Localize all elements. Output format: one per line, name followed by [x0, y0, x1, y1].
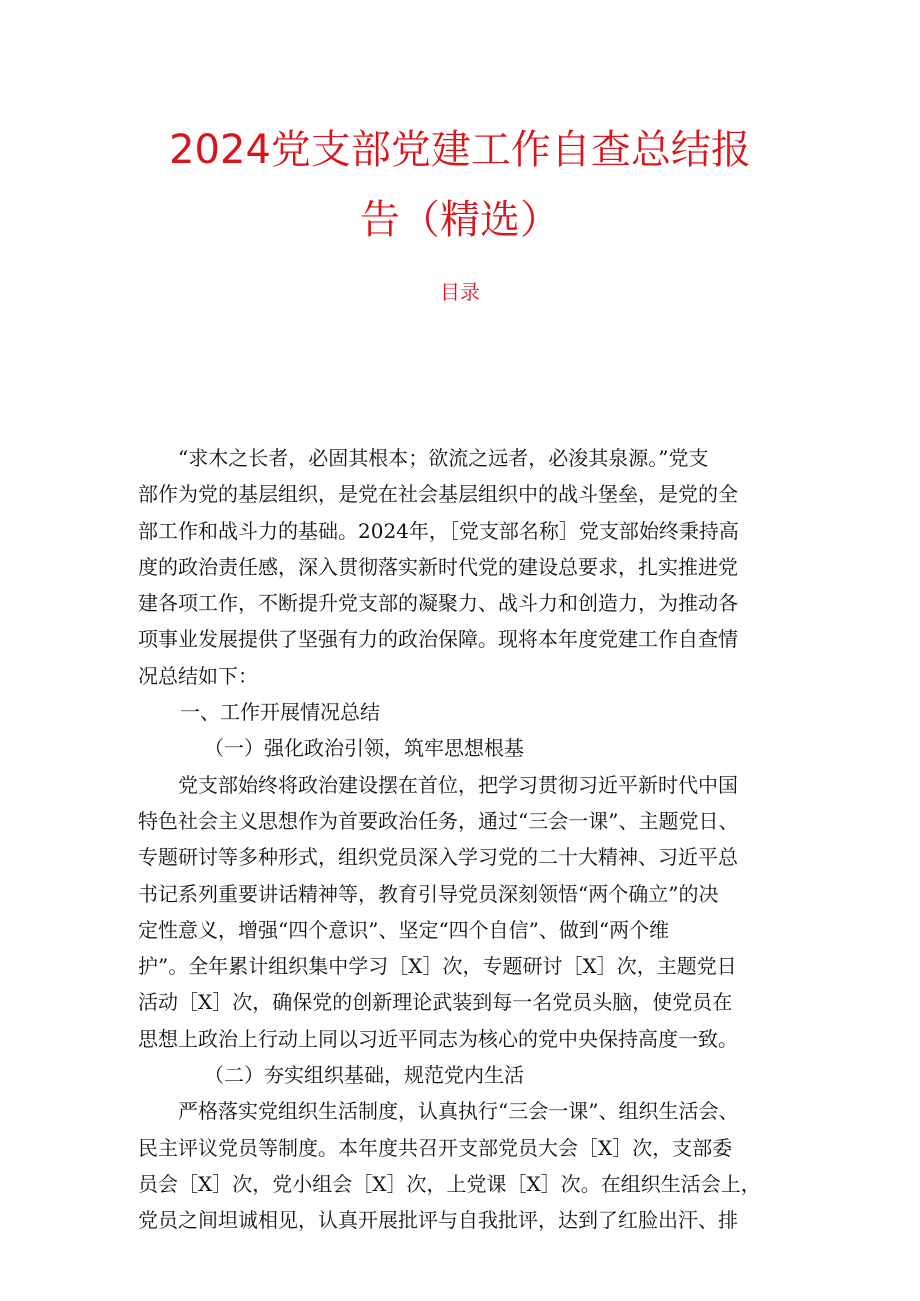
document-title-line-2: 告（精选）: [360, 197, 560, 243]
document-body: [138, 440, 788, 1239]
paragraph-line: 定性意义，增强“四个意识”、坚定“四个自信”、做到“两个维: [138, 917, 670, 942]
paragraph-line: 度的政治责任感，深入贯彻落实新时代党的建设总要求，扎实推进党: [138, 554, 738, 579]
subsection-heading: （一）强化政治引领，筑牢思想根基: [204, 736, 524, 761]
paragraph-line: 活动［X］次，确保党的创新理论武装到每一名党员头脑，使党员在: [138, 990, 733, 1015]
paragraph-line: 特色社会主义思想作为首要政治任务，通过“三会一课”、主题党日、: [138, 808, 739, 833]
paragraph-line: 党支部始终将政治建设摆在首位，把学习贯彻习近平新时代中国: [178, 772, 738, 797]
paragraph-line: 部作为党的基层组织，是党在社会基层组织中的战斗堡垒，是党的全: [138, 482, 738, 507]
paragraph-line: 项事业发展提供了坚强有力的政治保障。现将本年度党建工作自查情: [138, 627, 738, 652]
subsection-heading: （二）夯实组织基础，规范党内生活: [204, 1063, 524, 1088]
paragraph-line: 建各项工作，不断提升党支部的凝聚力、战斗力和创造力，为推动各: [138, 591, 738, 616]
document-title-line-1: 2024党支部党建工作自查总结报: [169, 127, 751, 173]
section-heading: 一、工作开展情况总结: [180, 700, 380, 725]
table-of-contents-label: 目录: [440, 280, 480, 304]
paragraph-line: 部工作和战斗力的基础。2024年，［党支部名称］党支部始终秉持高: [138, 518, 739, 543]
paragraph-line: 护”。全年累计组织集中学习［X］次，专题研讨［X］次，主题党日: [138, 954, 737, 979]
paragraph-line: 民主评议党员等制度。本年度共召开支部党员大会［X］次，支部委: [138, 1135, 733, 1160]
paragraph-line: “求木之长者，必固其根本；欲流之远者，必浚其泉源。”党支: [178, 446, 709, 470]
paragraph-line: 员会［X］次，党小组会［X］次，上党课［X］次。在组织生活会上，: [138, 1171, 761, 1196]
paragraph-line: 思想上政治上行动上同以习近平同志为核心的党中央保持高度一致。: [138, 1026, 738, 1051]
paragraph-line: 书记系列重要讲话精神等，教育引导党员深刻领悟“两个确立”的决: [138, 881, 719, 906]
paragraph-line: 况总结如下：: [138, 663, 258, 688]
paragraph-line: 党员之间坦诚相见，认真开展批评与自我批评，达到了红脸出汗、排: [138, 1208, 738, 1233]
paragraph-line: 严格落实党组织生活制度，认真执行“三会一课”、组织生活会、: [178, 1099, 739, 1124]
paragraph-line: 专题研讨等多种形式，组织党员深入学习党的二十大精神、习近平总: [138, 845, 738, 870]
